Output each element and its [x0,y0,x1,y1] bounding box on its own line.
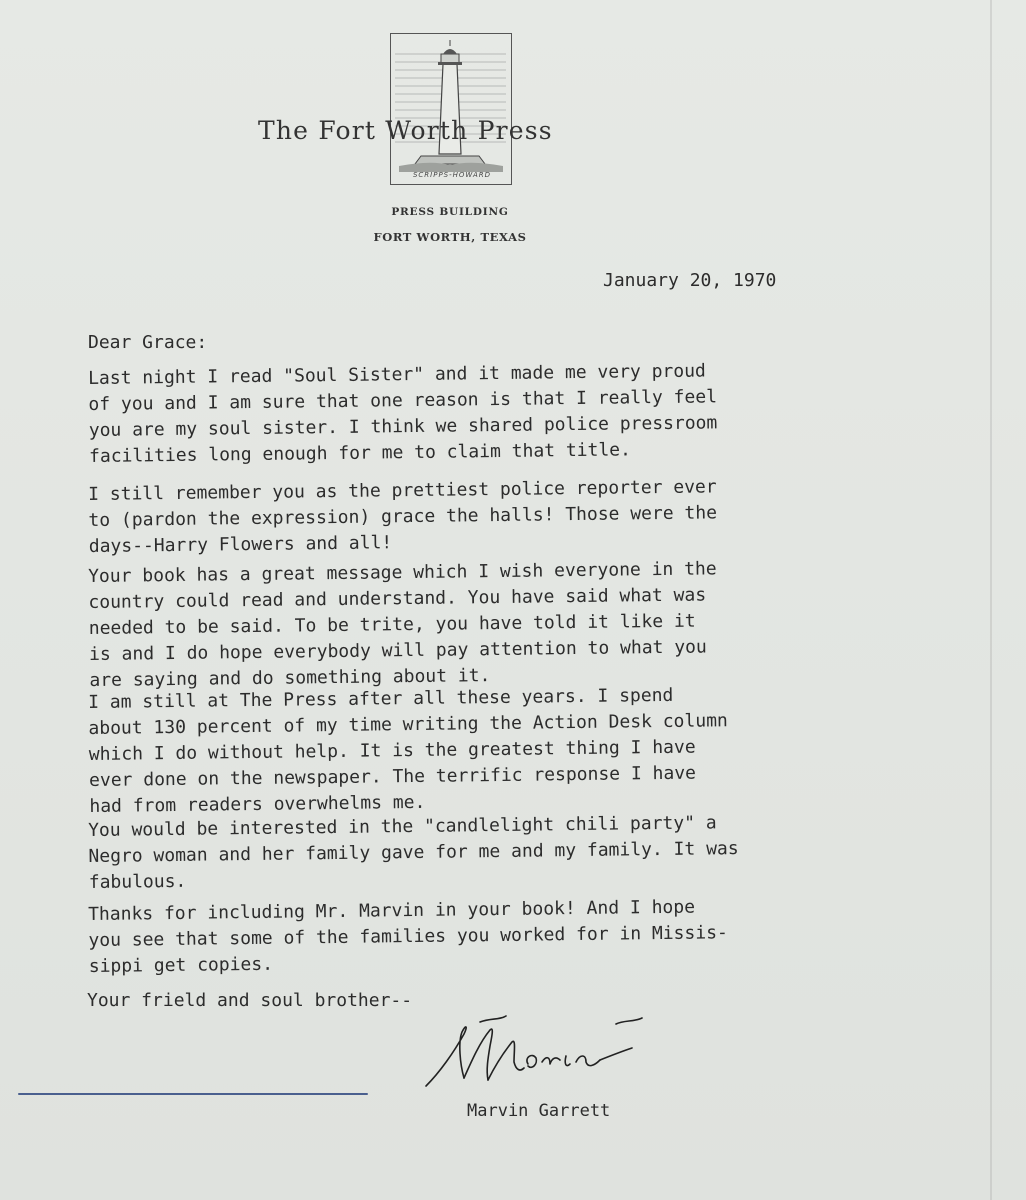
text-line: you are my soul sister. I think we shared police pressroom [88,412,718,441]
text-line: are saying and do something about it. [89,665,491,691]
lighthouse-logo [390,33,512,185]
text-line: I am still at The Press after all these years. I spend [88,684,674,713]
text-line: to (pardon the expression) grace the halls! Those were the [88,502,718,531]
paragraph-6 [88,893,849,980]
text-line: Thanks for including Mr. Marvin in your book! And I hope [88,896,696,925]
salutation: Dear Grace: [88,332,208,353]
text-line: Last night I read "Soul Sister" and it made me very proud [88,360,706,389]
signer-name: Marvin Garrett [467,1101,611,1121]
text-line: Negro woman and her family gave for me and my family. It was [88,838,739,867]
letter-date: January 20, 1970 [603,270,777,291]
text-line: which I do without help. It is the greatest thing I have [88,736,696,765]
text-line: you see that some of the families you worked for in Missis- [88,922,728,951]
text-line: I still remember you as the prettiest police reporter ever [88,476,717,505]
text-line: ever done on the newspaper. The terrific response I have [88,762,697,791]
text-line: had from readers overwhelms me. [89,791,426,817]
text-line: sippi get copies. [88,953,274,977]
text-line: fabulous. [88,870,187,893]
closing-line: Your frield and soul brother-- [87,990,413,1011]
address-line-2: FORT WORTH, TEXAS [373,230,527,244]
logo-caption: SCRIPPS-HOWARD [412,171,492,179]
paragraph-1 [88,357,849,470]
paragraph-5 [88,809,849,896]
paragraph-2 [88,473,849,560]
paper-fold-line [990,0,992,1200]
text-line: is and I do hope everybody will pay attention to what you [88,636,707,665]
text-line: country could read and understand. You have said what was [88,584,707,613]
paragraph-4 [88,681,850,820]
text-line: of you and I am sure that one reason is that I really feel [88,386,718,415]
text-line: about 130 percent of my time writing the Action Desk column [88,710,728,739]
address-line-1: PRESS BUILDING [391,206,509,218]
text-line: Your book has a great message which I wish everyone in the [88,558,717,587]
blue-ink-line [18,1093,368,1095]
text-line: needed to be said. To be trite, you have told it like it [88,610,696,639]
text-line: facilities long enough for me to claim that title. [88,439,632,467]
handwritten-signature [420,1012,650,1096]
paragraph-3 [88,555,850,694]
newspaper-name: The Fort Worth Press [258,116,553,145]
text-line: days--Harry Flowers and all! [88,532,393,557]
text-line: You would be interested in the "candlelight chili party" a [88,812,717,841]
